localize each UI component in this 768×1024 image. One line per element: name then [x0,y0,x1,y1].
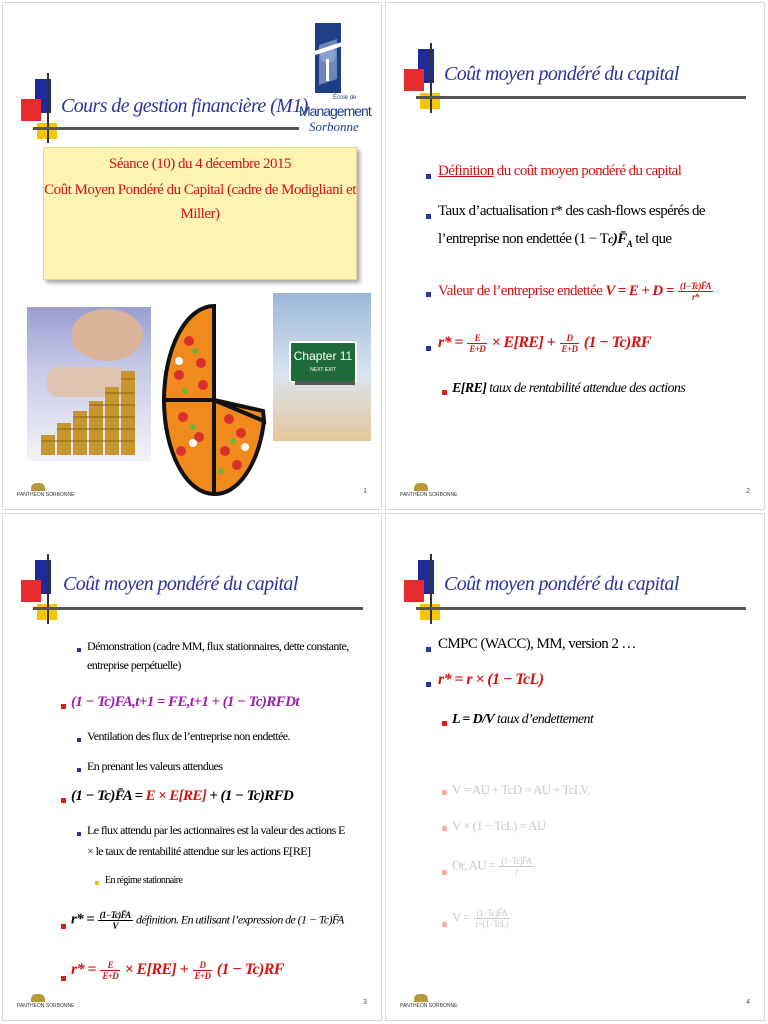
title-underline [33,127,299,130]
slide-decoration [404,43,444,113]
wacc-frac-equity [100,960,120,981]
title-underline [416,607,746,610]
footer-logo [17,994,75,1010]
definition-label: Définition [438,163,494,179]
rstar-lhs: r* = [71,911,95,928]
session-date: Séance (10) du 4 décembre 2015 [108,156,291,172]
value-identity-2: V × (1 − TcL) = AU [452,818,546,833]
bullet-icon [95,881,99,885]
bullet-icon [442,721,447,726]
stationary-regime-text: En régime stationnaire [105,875,183,886]
logo-small-text: École de [333,95,357,101]
bullet-icon [77,768,81,772]
bullet-icon [426,214,431,219]
frac-den: V [112,921,118,931]
footer-logo [17,483,75,499]
frac-num: E [100,960,120,971]
slide-decoration [21,554,61,624]
bullet-icon [426,647,431,652]
highway-sign [289,341,357,383]
wacc-formula [71,960,284,981]
rstar-fraction [98,910,133,931]
footer-university: PANTHÉON SORBONNE [400,1003,458,1009]
coins-icon [27,307,151,461]
value-identity-1: V = AU + TcD = AU + TcLV, [452,782,590,797]
session-card [43,147,357,280]
session-topic-line1: Coût Moyen Pondéré du Capital (cadre de Modigliani et [44,182,356,198]
wacc-version-text: CMPC (WACC), MM, version 2 … [438,636,636,652]
leverage-text: taux d’endettement [494,712,594,727]
formula-part-c: + (1 − Tc)RFD [206,788,294,804]
coins-photo [27,307,151,461]
slide-1 [2,2,382,510]
slide-2 [385,2,765,510]
slide-title: Cours de gestion financière (M1) [61,95,308,117]
wacc-v2-formula: r* = r × (1 − TcL) [438,671,544,688]
frac-num: E [467,333,487,344]
slide-decoration [21,73,61,143]
shareholder-flow-line1: Le flux attendu par les actionnaires est la valeur des actions E [87,823,345,837]
footer-university: PANTHÉON SORBONNE [17,492,75,498]
footer-logo [400,994,458,1010]
bullet-icon [77,832,81,836]
bullet-icon [426,292,431,297]
bullet-icon [442,870,447,875]
chapter-sign-photo [273,293,371,441]
wacc-formula [438,333,651,354]
leverage-formula: L = D/V [452,712,495,727]
bullet-icon [442,826,447,831]
discount-rate-line2: l’entreprise non endettée $(1 - Tc)F̄_A$ tel que [438,231,672,249]
bullet-icon [442,790,447,795]
bullet-icon [61,924,66,929]
ventilation-text: Ventilation des flux de l’entreprise non endettée. [87,729,290,743]
bullet-icon [77,738,81,742]
logo-script-text: Sorbonne [309,119,359,134]
firm-value-line [438,281,714,302]
bullet-icon [426,682,431,687]
footer-logo [400,483,458,499]
wacc-frac-debt [560,333,580,354]
frac-num: (1−Tc)F̄A [501,856,532,866]
unlevered-fraction [499,856,533,877]
unlevered-lhs: Or, AU = [452,857,496,873]
slide-title: Coût moyen pondéré du capital [444,63,679,85]
bullet-icon [442,390,447,395]
leverage-note [452,712,593,728]
logo-main-text: Management [299,103,371,119]
demo-line2: entreprise perpétuelle) [87,658,181,672]
expected-return-text: taux de rentabilité attendue des actions [486,381,686,396]
slide-decoration [404,554,444,624]
wacc-end: (1 − Tc)RF [216,961,284,979]
title-underline [416,96,746,99]
wacc-lhs: r* = [438,334,463,352]
bullet-icon [77,648,81,652]
pizza-illustration [159,301,269,499]
expected-flow-formula [71,788,293,805]
discount-rate-text: l’entreprise non endettée (1 − T [438,231,609,247]
rstar-definition-text: définition. En utilisant l’expression de (1 − Tc)F̄A [133,912,344,927]
levered-fraction [474,908,511,929]
frac-den: r×(1−TcL) [475,919,509,929]
school-logo [299,19,369,144]
sign-post [295,381,355,385]
sign-text: Chapter 11 [293,349,353,363]
page-number: 4 [746,999,750,1006]
cashflow-identity: (1 − Tc)FA,t+1 = FE,t+1 + (1 − Tc)RFDt [71,694,299,710]
slide-4 [385,513,765,1021]
pizza-icon [159,301,269,499]
frac-den: r [515,867,518,877]
wacc-frac-debt [193,960,213,981]
frac-den: E+D [469,344,486,354]
slide-3 [2,513,382,1021]
title-underline [33,607,363,610]
wacc-lhs: r* = [71,961,96,979]
frac-num: D [193,960,213,971]
frac-den: r* [692,292,699,302]
expected-return-note [452,381,685,397]
discount-rate-line1: Taux d’actualisation r* des cash-flows espérés de [438,203,705,219]
unlevered-value-formula [452,856,535,877]
frac-num: (1−Tc)F̄A [679,281,711,291]
discount-rate-end: tel que [632,231,672,247]
page-number: 2 [746,488,750,495]
frac-den: E+D [561,344,578,354]
levered-lhs: V = [452,909,470,925]
rstar-definition [71,910,344,931]
bullet-icon [442,922,447,927]
firm-value-formula: V = E + D = [605,282,674,299]
footer-university: PANTHÉON SORBONNE [17,1003,75,1009]
bullet-icon [426,174,431,179]
bullet-icon [61,704,66,709]
wacc-frac-equity [467,333,487,354]
bullet-icon [61,798,66,803]
slide-title: Coût moyen pondéré du capital [444,573,679,595]
frac-num: D [560,333,580,344]
page-number: 3 [363,999,367,1006]
formula-part-b: E × E[RE] [145,788,207,804]
wacc-mid: × E[RE] + [491,334,556,352]
demo-line1: Démonstration (cadre MM, flux stationnaires, dette constante, [87,639,349,653]
firm-value-text: Valeur de l’entreprise endettée [438,282,606,299]
formula-part-a: (1 − Tc)F̄A = [71,788,146,804]
sign-subtext: NEXT EXIT [310,367,336,373]
frac-den: E+D [102,971,119,981]
expected-return-symbol: E[RE] [452,381,487,396]
frac-num: (1−Tc)F̄A [99,910,131,920]
frac-num: (1−Tc)F̄A [474,908,511,919]
frac-den: E+D [194,971,211,981]
expected-values-text: En prenant les valeurs attendues [87,759,223,773]
slide-title: Coût moyen pondéré du capital [63,573,298,595]
wacc-mid: × E[RE] + [124,961,189,979]
bullet-icon [61,976,66,981]
definition-heading [438,163,681,180]
bullet-icon [426,346,431,351]
page-number: 1 [363,488,367,495]
shareholder-flow-line2: × le taux de rentabilité attendue sur les actions E[RE] [87,844,311,858]
footer-university: PANTHÉON SORBONNE [400,492,458,498]
session-topic-line2: Miller) [180,206,220,222]
wacc-end: (1 − Tc)RF [583,334,651,352]
firm-value-fraction [678,281,713,302]
levered-value-formula [452,908,511,929]
definition-rest: du coût moyen pondéré du capital [493,163,682,179]
